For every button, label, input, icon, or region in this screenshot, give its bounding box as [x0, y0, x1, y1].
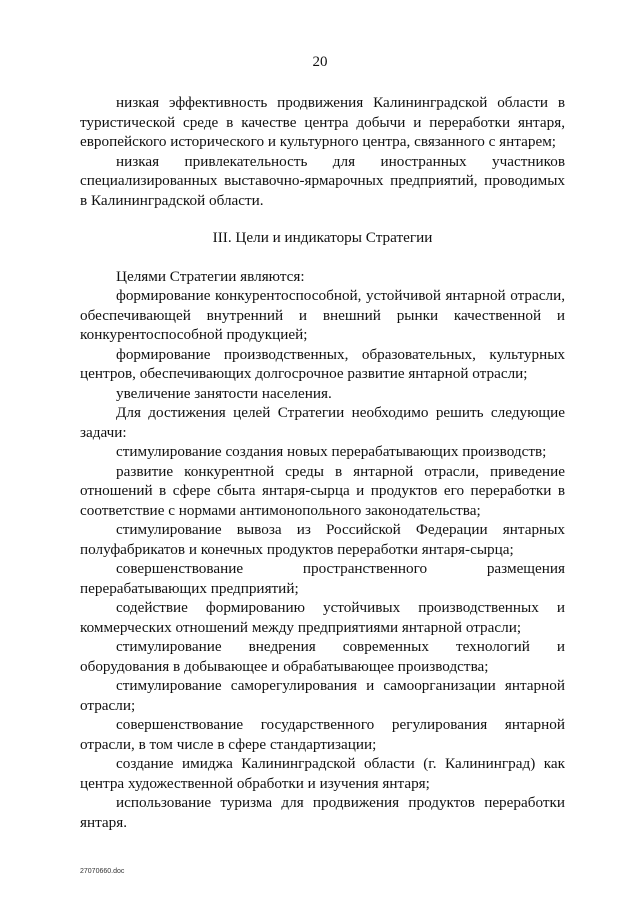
- paragraph: Целями Стратегии являются:: [116, 267, 305, 285]
- paragraph: стимулирование саморегулирования и самоорганизации янтарной отрасли;: [80, 677, 565, 714]
- paragraph: формирование конкурентоспособной, устойчивой янтарной отрасли, обеспечивающей внутренний и внешний рынки качественной и конкурентоспособной продукцией;: [80, 287, 565, 343]
- paragraphs-after: [80, 267, 565, 833]
- file-name-footer: 27070660.doc: [80, 868, 125, 875]
- paragraph: низкая привлекательность для иностранных участников специализированных выставочно-ярмарочных предприятий, проводимых в Калининградской области.: [80, 152, 565, 209]
- paragraph: низкая эффективность продвижения Калининградской области в туристической среде в качестве центра добычи и переработки янтаря, европейского исторического и культурного центра, связанного с янтарем;: [80, 94, 565, 150]
- paragraph: Для достижения целей Стратегии необходимо решить следующие задачи:: [80, 404, 565, 441]
- page-number: 20: [312, 54, 328, 70]
- paragraph: создание имиджа Калининградской области (г. Калининград) как центра художественной обработки и изучения янтаря;: [80, 755, 565, 792]
- paragraphs-before: [80, 93, 565, 210]
- paragraph: увеличение занятости населения.: [116, 384, 332, 402]
- paragraph: стимулирование внедрения современных технологий и оборудования в добывающее и обрабатывающее производства;: [80, 638, 565, 675]
- paragraph: развитие конкурентной среды в янтарной отрасли, приведение отношений в сфере сбыта янтаря-сырца и продуктов его переработки в соответствие с нормами антимонопольного законодательства;: [80, 462, 565, 519]
- paragraph: стимулирование создания новых перерабатывающих производств;: [116, 443, 547, 460]
- section-heading: III. Цели и индикаторы Стратегии: [212, 229, 433, 246]
- paragraph: использование туризма для продвижения продуктов переработки янтаря.: [80, 794, 565, 831]
- paragraph: стимулирование вывоза из Российской Федерации янтарных полуфабрикатов и конечных продуктов переработки янтаря-сырца;: [80, 521, 565, 558]
- body-text: [80, 93, 565, 832]
- paragraph: содействие формированию устойчивых производственных и коммерческих отношений между предприятиями янтарной отрасли;: [80, 599, 565, 636]
- paragraph: совершенствование государственного регулирования янтарной отрасли, в том числе в сфере стандартизации;: [80, 716, 565, 753]
- paragraph: формирование производственных, образовательных, культурных центров, обеспечивающих долгосрочное развитие янтарной отрасли;: [80, 345, 565, 382]
- paragraph: совершенствование пространственного размещения перерабатывающих предприятий;: [80, 560, 565, 597]
